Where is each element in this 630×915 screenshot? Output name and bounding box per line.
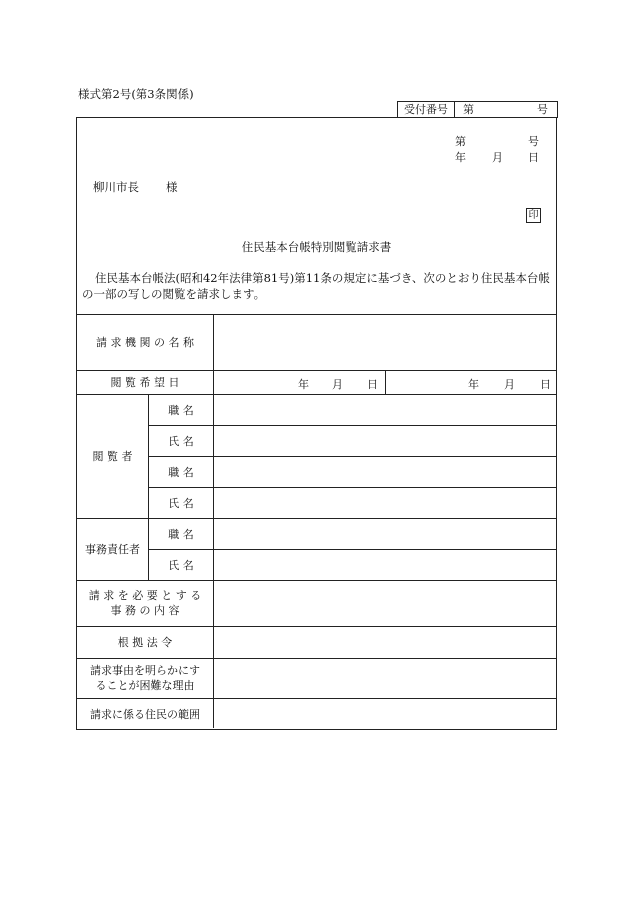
form-frame — [76, 117, 557, 730]
field-viewer2-job[interactable] — [214, 456, 556, 487]
label-resident-scope: 請求に係る住民の範囲 — [90, 707, 200, 721]
label-officer-job: 職 名 — [168, 527, 194, 541]
reception-value[interactable] — [455, 102, 557, 118]
from-hi: 日 — [367, 378, 378, 391]
label-purpose-line1: 請 求 を 必 要 と す る — [88, 589, 202, 602]
field-officer-name[interactable] — [214, 549, 556, 580]
date-tsuki: 月 — [492, 151, 503, 164]
label-viewer1-job: 職 名 — [168, 403, 194, 417]
field-viewer1-job[interactable] — [214, 394, 556, 425]
field-difficulty-reason[interactable] — [214, 658, 556, 698]
field-viewer1-name[interactable] — [214, 425, 556, 456]
number-go: 号 — [528, 135, 539, 148]
seal-mark: 印 — [526, 208, 541, 223]
to-nen: 年 — [468, 378, 479, 391]
field-desired-date-to[interactable] — [386, 370, 556, 394]
field-resident-scope[interactable] — [214, 698, 556, 729]
reception-label: 受付番号 — [398, 102, 455, 118]
label-agency-name: 請 求 機 関 の 名 称 — [96, 336, 194, 349]
to-hi: 日 — [540, 378, 551, 391]
label-difficulty-reason — [77, 658, 213, 698]
field-desired-date-from[interactable] — [214, 370, 385, 394]
label-viewer1-name: 氏 名 — [168, 434, 194, 448]
label-desired-date: 閲 覧 希 望 日 — [110, 376, 180, 389]
reception-dai: 第 — [463, 103, 474, 116]
from-tsuki: 月 — [332, 378, 343, 391]
number-dai: 第 — [455, 135, 466, 148]
label-difficulty-line2: ることが困難な理由 — [95, 679, 195, 692]
field-legal-basis[interactable] — [214, 626, 556, 658]
label-viewer: 閲 覧 者 — [92, 450, 133, 463]
label-officer-name: 氏 名 — [168, 558, 194, 572]
label-difficulty-line1: 請求事由を明らかにす — [90, 664, 200, 677]
label-purpose-line2: 事 務 の 内 容 — [110, 604, 180, 617]
field-officer-job[interactable] — [214, 518, 556, 549]
document-title: 住民基本台帳特別閲覧請求書 — [241, 240, 392, 254]
from-nen: 年 — [298, 378, 309, 391]
date-hi: 日 — [528, 151, 539, 164]
to-tsuki: 月 — [504, 378, 515, 391]
label-legal-basis: 根 拠 法 令 — [117, 636, 173, 649]
addressee-sama: 様 — [166, 180, 178, 194]
label-officer: 事務責任者 — [85, 543, 140, 556]
field-viewer2-name[interactable] — [214, 487, 556, 518]
label-viewer2-name: 氏 名 — [168, 496, 194, 510]
form-number: 様式第2号(第3条関係) — [78, 87, 194, 101]
field-agency-name[interactable] — [214, 314, 556, 370]
addressee: 柳川市長 — [93, 180, 139, 194]
label-viewer2-job: 職 名 — [168, 465, 194, 479]
date-nen: 年 — [455, 151, 466, 164]
request-statement: 住民基本台帳法(昭和42年法律第81号)第11条の規定に基づき、次のとおり住民基本台帳の一部の写しの閲覧を請求します。 — [82, 271, 550, 301]
reception-go: 号 — [537, 103, 548, 116]
reception-number-box — [397, 101, 558, 118]
label-purpose — [77, 580, 213, 626]
field-purpose[interactable] — [214, 580, 556, 626]
